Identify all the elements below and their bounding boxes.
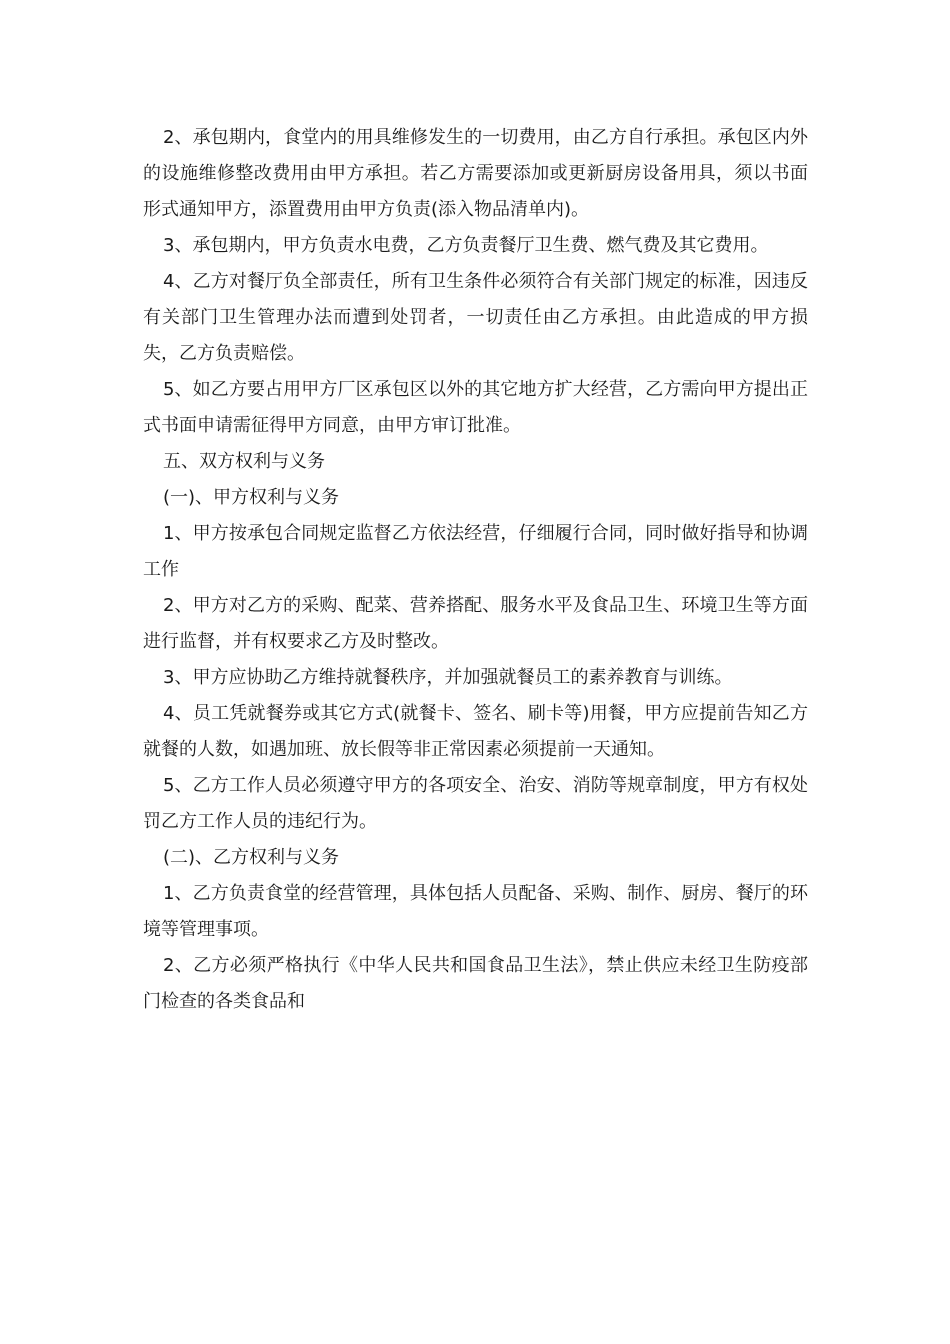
paragraph-contract-item-2: 2、承包期内，食堂内的用具维修发生的一切费用，由乙方自行承担。承包区内外的设施维修整改费用由甲方承担。若乙方需要添加或更新厨房设备用具，须以书面形式通知甲方，添置费用由甲方负责(添入物品清单内)。	[143, 127, 808, 220]
section-heading-rights-obligations: 五、双方权利与义务	[163, 451, 325, 472]
paragraph-party-a-item-2: 2、甲方对乙方的采购、配菜、营养搭配、服务水平及食品卫生、环境卫生等方面进行监督，并有权要求乙方及时整改。	[143, 595, 808, 652]
paragraph-contract-item-3: 3、承包期内，甲方负责水电费，乙方负责餐厅卫生费、燃气费及其它费用。	[163, 235, 769, 256]
paragraph-contract-item-4: 4、乙方对餐厅负全部责任，所有卫生条件必须符合有关部门规定的标准，因违反有关部门卫生管理办法而遭到处罚者，一切责任由乙方承担。由此造成的甲方损失，乙方负责赔偿。	[143, 271, 808, 364]
paragraph-party-a-item-5: 5、乙方工作人员必须遵守甲方的各项安全、治安、消防等规章制度，甲方有权处罚乙方工作人员的违纪行为。	[143, 775, 808, 832]
document-body	[143, 120, 808, 1020]
paragraph-party-a-item-4: 4、员工凭就餐券或其它方式(就餐卡、签名、刷卡等)用餐，甲方应提前告知乙方就餐的人数，如遇加班、放长假等非正常因素必须提前一天通知。	[143, 703, 808, 760]
paragraph-party-a-item-1: 1、甲方按承包合同规定监督乙方依法经营，仔细履行合同，同时做好指导和协调工作	[143, 523, 808, 580]
subsection-heading-party-a: (一)、甲方权利与义务	[163, 487, 340, 508]
paragraph-party-b-item-1: 1、乙方负责食堂的经营管理，具体包括人员配备、采购、制作、厨房、餐厅的环境等管理事项。	[143, 883, 808, 940]
paragraph-contract-item-5: 5、如乙方要占用甲方厂区承包区以外的其它地方扩大经营，乙方需向甲方提出正式书面申请需征得甲方同意，由甲方审订批准。	[143, 379, 808, 436]
paragraph-party-b-item-2: 2、乙方必须严格执行《中华人民共和国食品卫生法》，禁止供应未经卫生防疫部门检查的各类食品和	[143, 955, 808, 1012]
subsection-heading-party-b: (二)、乙方权利与义务	[163, 847, 340, 868]
paragraph-party-a-item-3: 3、甲方应协助乙方维持就餐秩序，并加强就餐员工的素养教育与训练。	[163, 667, 733, 688]
